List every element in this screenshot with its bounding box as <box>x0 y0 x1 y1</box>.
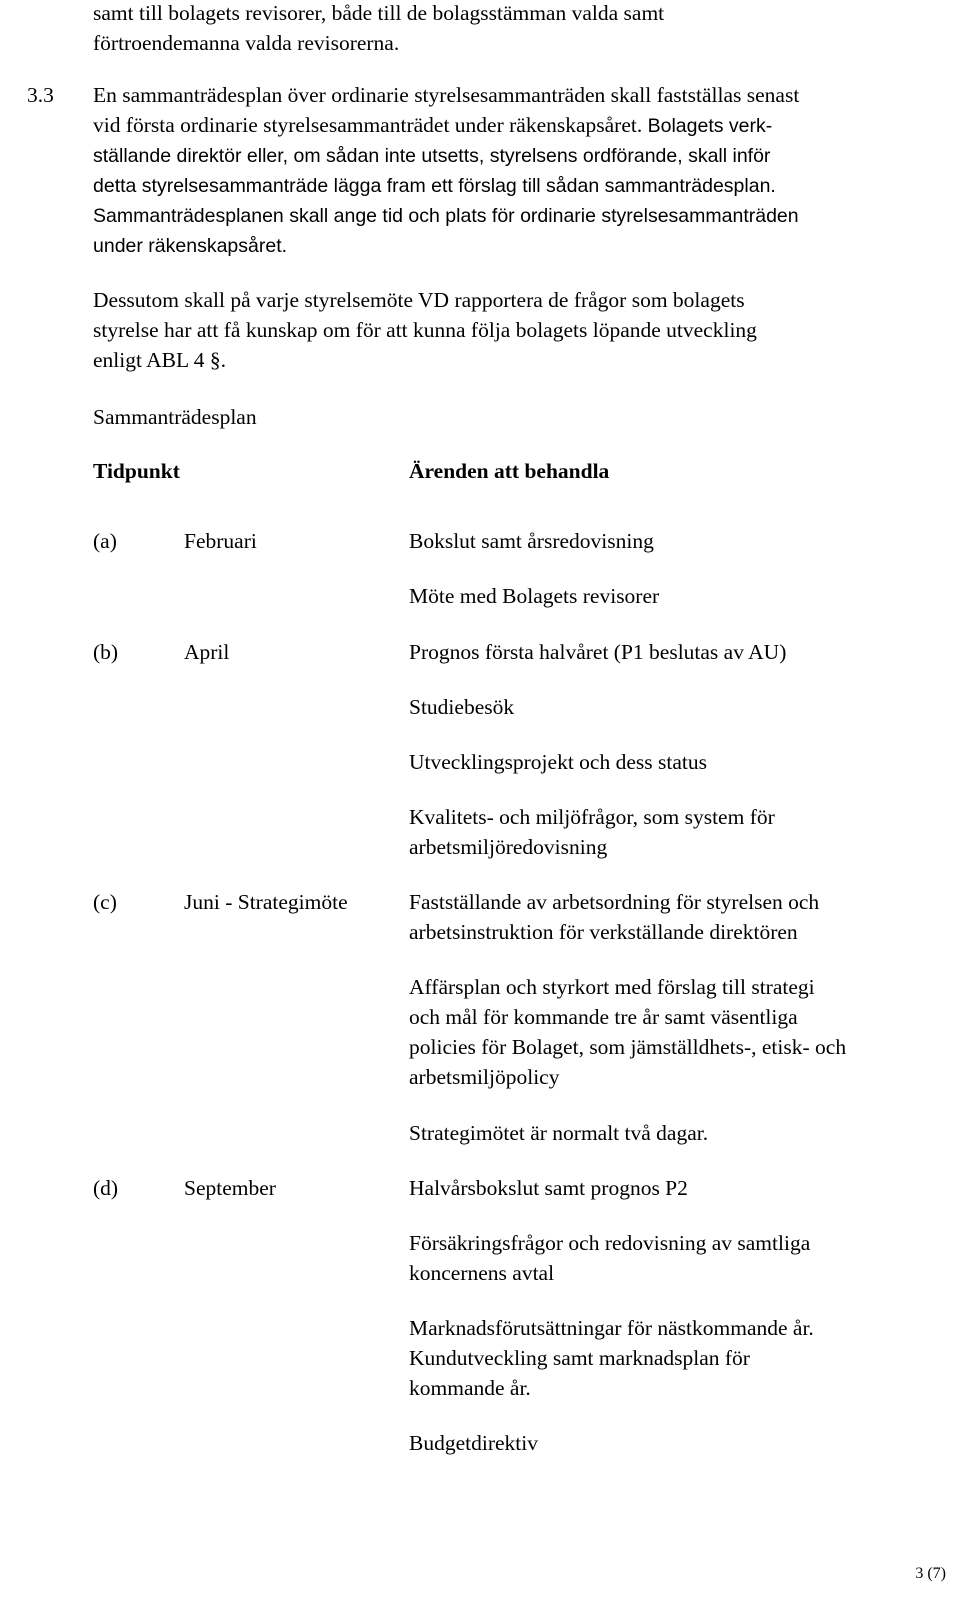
col-header-time: Tidpunkt <box>93 459 180 483</box>
agenda-item <box>409 1313 814 1403</box>
agenda-item <box>409 747 707 777</box>
agenda-item-line: och mål för kommande tre år samt väsentliga <box>409 1005 798 1029</box>
agenda-item <box>409 526 654 556</box>
row-time: September <box>184 1176 276 1200</box>
row-time: Juni - Strategimöte <box>184 890 348 914</box>
agenda-item <box>409 972 846 1092</box>
agenda-item-line: Prognos första halvåret (P1 beslutas av AU) <box>409 640 787 664</box>
agenda-item-line: policies för Bolaget, som jämställdhets-, etisk- och <box>409 1035 847 1059</box>
row-time: April <box>184 640 230 664</box>
row-label: (a) <box>93 529 117 553</box>
intro-line: samt till bolagets revisorer, både till de bolagsstämman valda samt <box>93 1 665 25</box>
section-line-tail: Bolagets verk- <box>647 115 773 137</box>
page-number: 3 (7) <box>915 1565 946 1582</box>
agenda-item <box>409 692 514 722</box>
agenda-item-line: Fastställande av arbetsordning för styrelsen och <box>409 890 820 914</box>
section-line: En sammanträdesplan över ordinarie styrelsesammanträden skall fastställas senast <box>93 83 800 107</box>
agenda-item-line: Studiebesök <box>409 695 515 719</box>
agenda-item <box>409 637 786 667</box>
agenda-item-line: arbetsmiljöredovisning <box>409 835 608 859</box>
intro-paragraph <box>93 0 953 58</box>
agenda-item-line: Försäkringsfrågor och redovisning av samtliga <box>409 1231 811 1255</box>
agenda-item <box>409 1228 810 1288</box>
agenda-item-line: Halvårsbokslut samt prognos P2 <box>409 1176 688 1200</box>
agenda-item-line: Budgetdirektiv <box>409 1431 538 1455</box>
agenda-item-line: Kvalitets- och miljöfrågor, som system för <box>409 805 775 829</box>
section-paragraph <box>93 80 953 261</box>
col-header-items: Ärenden att behandla <box>409 459 610 483</box>
section-number: 3.3 <box>27 83 54 107</box>
agenda-item-line: Strategimötet är normalt två dagar. <box>409 1121 709 1145</box>
agenda-item-line: Möte med Bolagets revisorer <box>409 584 660 608</box>
agenda-item-line: Utvecklingsprojekt och dess status <box>409 750 707 774</box>
agenda-item-line: koncernens avtal <box>409 1261 555 1285</box>
abl-line: styrelse har att få kunskap om för att kunna följa bolagets löpande utveckling <box>93 318 757 342</box>
agenda-item <box>409 1428 538 1458</box>
agenda-item-line: Marknadsförutsättningar för nästkommande år. <box>409 1316 814 1340</box>
agenda-item-line: Bokslut samt årsredovisning <box>409 529 654 553</box>
agenda-item <box>409 581 659 611</box>
plan-heading: Sammanträdesplan <box>93 405 257 429</box>
section-line: detta styrelsesammanträde lägga fram ett förslag till sådan sammanträdesplan. <box>93 175 776 197</box>
agenda-item <box>409 1173 688 1203</box>
agenda-item-line: kommande år. <box>409 1376 531 1400</box>
agenda-item-line: arbetsmiljöpolicy <box>409 1065 560 1089</box>
agenda-item <box>409 887 819 947</box>
section-line: under räkenskapsåret. <box>93 235 288 257</box>
abl-line: enligt ABL 4 §. <box>93 348 226 372</box>
section-line <box>93 110 953 141</box>
section-line-text: vid första ordinarie styrelsesammanträdet under räkenskapsåret. <box>93 113 643 137</box>
abl-line: Dessutom skall på varje styrelsemöte VD rapportera de frågor som bolagets <box>93 288 745 312</box>
agenda-item <box>409 802 775 862</box>
abl-paragraph <box>93 285 953 375</box>
row-label: (b) <box>93 640 119 664</box>
intro-line: förtroendemanna valda revisorerna. <box>93 31 400 55</box>
section-line: Sammanträdesplanen skall ange tid och plats för ordinarie styrelsesammanträden <box>93 205 799 227</box>
row-time: Februari <box>184 529 257 553</box>
section-line: ställande direktör eller, om sådan inte utsetts, styrelsens ordförande, skall inför <box>93 145 771 167</box>
agenda-item <box>409 1118 708 1148</box>
row-label: (c) <box>93 890 117 914</box>
agenda-item-line: Kundutveckling samt marknadsplan för <box>409 1346 750 1370</box>
agenda-item-line: Affärsplan och styrkort med förslag till strategi <box>409 975 815 999</box>
row-label: (d) <box>93 1176 119 1200</box>
agenda-item-line: arbetsinstruktion för verkställande direktören <box>409 920 798 944</box>
